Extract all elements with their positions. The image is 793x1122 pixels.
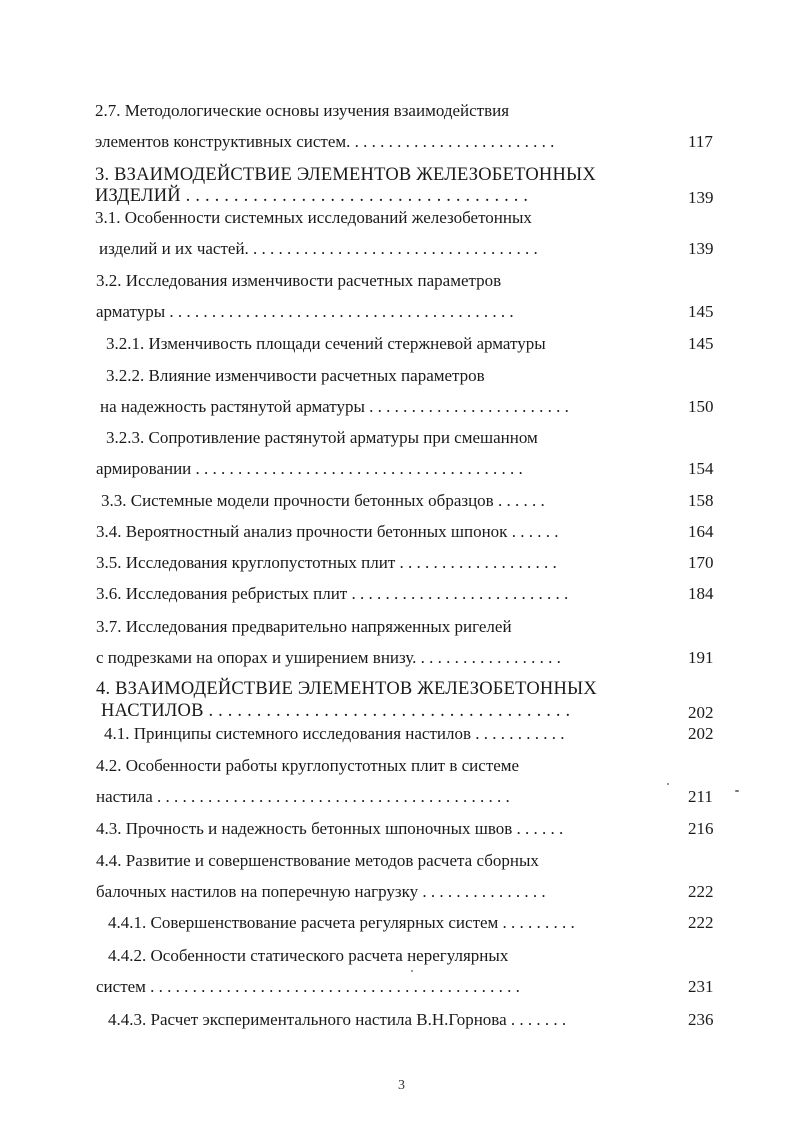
scan-speck — [735, 790, 739, 792]
toc-page-number: 150 — [688, 397, 714, 416]
toc-line: 4.4.2. Особенности статического расчета нерегулярных — [108, 946, 509, 965]
toc-line: изделий и их частей. . . . . . . . . . . . . . . . . . . . . . . . . . . . . . . . . . . — [99, 239, 538, 258]
toc-line: систем . . . . . . . . . . . . . . . . . . . . . . . . . . . . . . . . . . . . . . . . . . . . — [96, 977, 520, 996]
toc-line: 3.3. Системные модели прочности бетонных образцов . . . . . . — [101, 491, 545, 510]
toc-line: 3.1. Особенности системных исследований железобетонных — [95, 208, 532, 227]
toc-page-number: 191 — [688, 648, 714, 667]
toc-page-number: 216 — [688, 819, 714, 838]
toc-page-number: 139 — [688, 188, 714, 207]
toc-line: 3.7. Исследования предварительно напряженных ригелей — [96, 617, 512, 636]
toc-page-number: 202 — [688, 724, 714, 743]
toc-line: 4.1. Принципы системного исследования настилов . . . . . . . . . . . — [104, 724, 565, 743]
toc-page-number: 145 — [688, 302, 714, 321]
toc-line: 3.4. Вероятностный анализ прочности бетонных шпонок . . . . . . — [96, 522, 559, 541]
toc-page-number: 117 — [688, 132, 713, 151]
chapter-heading: 3. ВЗАИМОДЕЙСТВИЕ ЭЛЕМЕНТОВ ЖЕЛЕЗОБЕТОННЫХ — [95, 165, 596, 185]
toc-page-number: 154 — [688, 459, 714, 478]
footer-page-number: 3 — [398, 1078, 405, 1093]
toc-line: 4.4.1. Совершенствование расчета регулярных систем . . . . . . . . . — [108, 913, 575, 932]
toc-page-number: 145 — [688, 334, 714, 353]
toc-line: 3.2.2. Влияние изменчивости расчетных параметров — [106, 366, 485, 385]
toc-line: 4.3. Прочность и надежность бетонных шпоночных швов . . . . . . — [96, 819, 564, 838]
scan-speck — [411, 970, 413, 972]
toc-page-number: 222 — [688, 913, 714, 932]
toc-page-number: 164 — [688, 522, 714, 541]
toc-page-number: 222 — [688, 882, 714, 901]
toc-line: на надежность растянутой арматуры . . . . . . . . . . . . . . . . . . . . . . . . — [100, 397, 569, 416]
toc-line: с подрезками на опорах и уширением внизу. . . . . . . . . . . . . . . . . . — [96, 648, 561, 667]
toc-line: 4.2. Особенности работы круглопустотных плит в системе — [96, 756, 520, 775]
toc-page-number: 236 — [688, 1010, 714, 1029]
toc-line: арматуры . . . . . . . . . . . . . . . . . . . . . . . . . . . . . . . . . . . . . . . . . — [96, 302, 514, 321]
toc-line: элементов конструктивных систем. . . . . . . . . . . . . . . . . . . . . . . . . — [95, 132, 555, 151]
chapter-heading: ИЗДЕЛИЙ . . . . . . . . . . . . . . . . . . . . . . . . . . . . . . . . . . . . — [95, 186, 529, 206]
toc-line: 4.4. Развитие и совершенствование методов расчета сборных — [96, 851, 539, 870]
scan-speck — [667, 783, 669, 785]
toc-line: 3.5. Исследования круглопустотных плит . . . . . . . . . . . . . . . . . . . — [96, 553, 557, 572]
toc-page-number: 211 — [688, 787, 713, 806]
toc-line: 3.2.1. Изменчивость площади сечений стержневой арматуры — [106, 334, 546, 353]
chapter-heading: НАСТИЛОВ . . . . . . . . . . . . . . . . . . . . . . . . . . . . . . . . . . . . . . — [101, 701, 571, 721]
toc-line: армировании . . . . . . . . . . . . . . . . . . . . . . . . . . . . . . . . . . . . . . . — [96, 459, 523, 478]
toc-page-number: 158 — [688, 491, 714, 510]
toc-page-number: 184 — [688, 584, 714, 603]
toc-line: настила . . . . . . . . . . . . . . . . . . . . . . . . . . . . . . . . . . . . . . . . . . — [96, 787, 510, 806]
toc-line: 3.2. Исследования изменчивости расчетных параметров — [96, 271, 502, 290]
toc-page-number: 202 — [688, 703, 714, 722]
toc-line: 4.4.3. Расчет экспериментального настила В.Н.Горнова . . . . . . . — [108, 1010, 567, 1029]
toc-line: 2.7. Методологические основы изучения взаимодействия — [95, 101, 510, 120]
toc-page-number: 139 — [688, 239, 714, 258]
toc-page-number: 231 — [688, 977, 714, 996]
toc-page-number: 170 — [688, 553, 714, 572]
toc-line: 3.6. Исследования ребристых плит . . . . . . . . . . . . . . . . . . . . . . . . . . — [96, 584, 569, 603]
toc-line: балочных настилов на поперечную нагрузку . . . . . . . . . . . . . . . — [96, 882, 546, 901]
toc-line: 3.2.3. Сопротивление растянутой арматуры при смешанном — [106, 428, 538, 447]
chapter-heading: 4. ВЗАИМОДЕЙСТВИЕ ЭЛЕМЕНТОВ ЖЕЛЕЗОБЕТОННЫХ — [96, 679, 597, 699]
